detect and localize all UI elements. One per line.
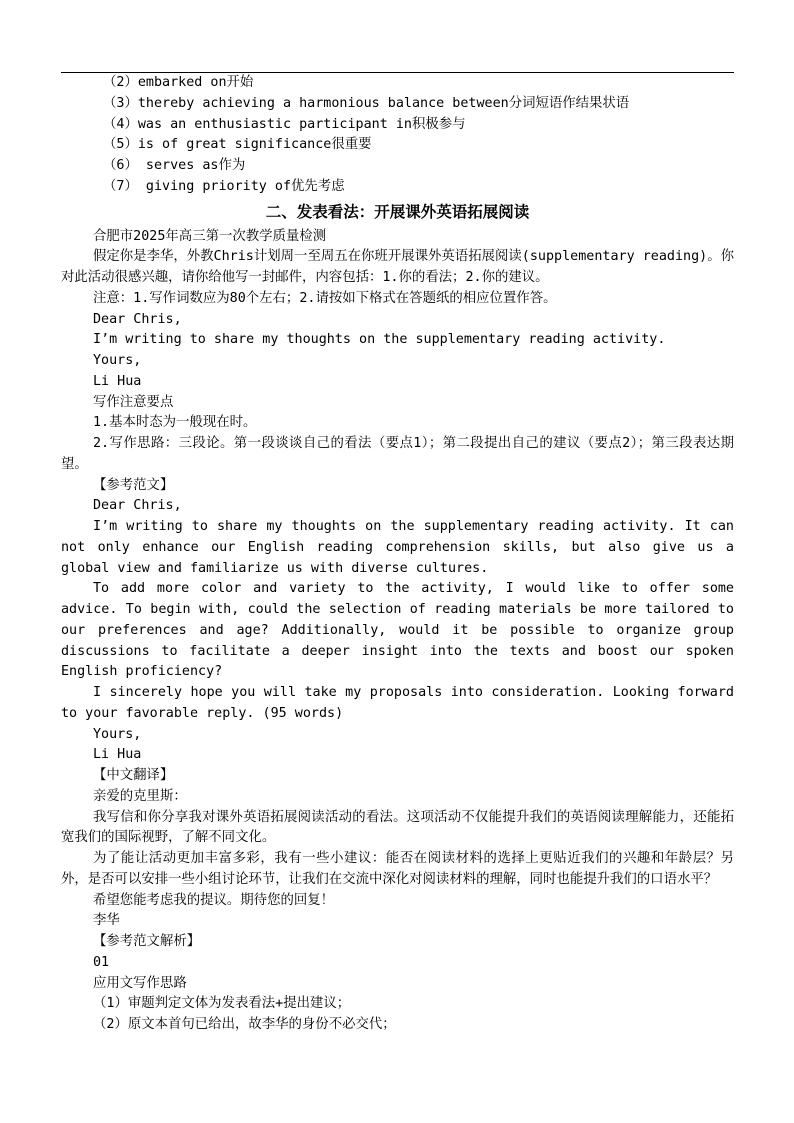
translation-signature: 李华 — [93, 913, 120, 929]
vocab-item: （2）embarked on开始 — [103, 75, 254, 90]
model-paragraph: I’m writing to share my thoughts on the supplementary reading activity. It can not only enhance our English reading comprehension skills, but also give us a global view and familiarize us with diverse cultures. — [61, 519, 734, 576]
analysis-subtitle: 应用文写作思路 — [93, 975, 187, 991]
translation-paragraph: 希望您能考虑我的提议。期待您的回复！ — [93, 892, 335, 908]
prompt-text: 假定你是李华，外教Chris计划周一至周五在你班开展课外英语拓展阅读(supplementary reading)。你对此活动很感兴趣，请你给他写一封邮件，内容包括：1.你的看法；2.你的建议。 — [61, 249, 734, 285]
template-closing: Yours, — [93, 353, 142, 368]
tips-point: 2.写作思路：三段论。第一段谈谈自己的看法（要点1）；第二段提出自己的建议（要点2）；第三段表达期望。 — [61, 436, 734, 472]
analysis-number: 01 — [93, 954, 110, 970]
analysis-label: 【参考范文解析】 — [93, 934, 201, 949]
analysis-item: （1）审题判定文体为发表看法+提出建议； — [93, 996, 351, 1012]
vocab-item: （4）was an enthusiastic participant in积极参与 — [103, 116, 466, 132]
tips-title: 写作注意要点 — [93, 394, 174, 410]
vocab-item: （5）is of great significance很重要 — [103, 137, 372, 153]
model-label: 【参考范文】 — [93, 477, 174, 493]
translation-label: 【中文翻译】 — [93, 768, 174, 783]
notes-line: 注意：1.写作词数应为80个左右；2.请按如下格式在答题纸的相应位置作答。 — [93, 290, 557, 306]
tips-point: 1.基本时态为一般现在时。 — [93, 415, 257, 431]
source-line: 合肥市2025年高三第一次教学质量检测 — [93, 228, 327, 244]
document-page — [61, 73, 734, 1036]
vocab-item: （6） serves as作为 — [103, 158, 246, 173]
model-signature: Li Hua — [93, 747, 142, 763]
template-greeting: Dear Chris, — [93, 311, 182, 327]
model-paragraph: To add more color and variety to the activity, I would like to offer some advice. To begin with, could the selection of reading materials be more tailored to our preferences and age? Additionally, would it be possible to organize group discussions to facilitate a deeper insight into the texts and boost our spoken English proficiency? — [61, 581, 734, 680]
translation-paragraph: 为了能让活动更加丰富多彩，我有一些小建议：能否在阅读材料的选择上更贴近我们的兴趣和年龄层？另外，是否可以安排一些小组讨论环节，让我们在交流中深化对阅读材料的理解，同时也能提升我们的口语水平？ — [61, 851, 734, 887]
model-greeting: Dear Chris, — [93, 498, 182, 514]
vocab-item: （7） giving priority of优先考虑 — [103, 178, 345, 194]
section-title: 二、发表看法：开展课外英语拓展阅读 — [265, 202, 530, 221]
translation-paragraph: 我写信和你分享我对课外英语拓展阅读活动的看法。这项活动不仅能提升我们的英语阅读理解能力，还能拓宽我们的国际视野，了解不同文化。 — [61, 809, 734, 846]
analysis-item: （2）原文本首句已给出，故李华的身份不必交代； — [93, 1017, 396, 1032]
model-closing: Yours, — [93, 726, 142, 742]
template-signature: Li Hua — [93, 373, 142, 389]
model-paragraph: I sincerely hope you will take my proposals into consideration. Looking forward to your favorable reply. (95 words) — [61, 685, 734, 721]
template-opening: I’m writing to share my thoughts on the supplementary reading activity. — [93, 332, 666, 348]
translation-greeting: 亲爱的克里斯： — [93, 788, 187, 804]
vocab-list — [61, 73, 734, 198]
vocab-item: （3）thereby achieving a harmonious balance between分词短语作结果状语 — [103, 95, 630, 111]
